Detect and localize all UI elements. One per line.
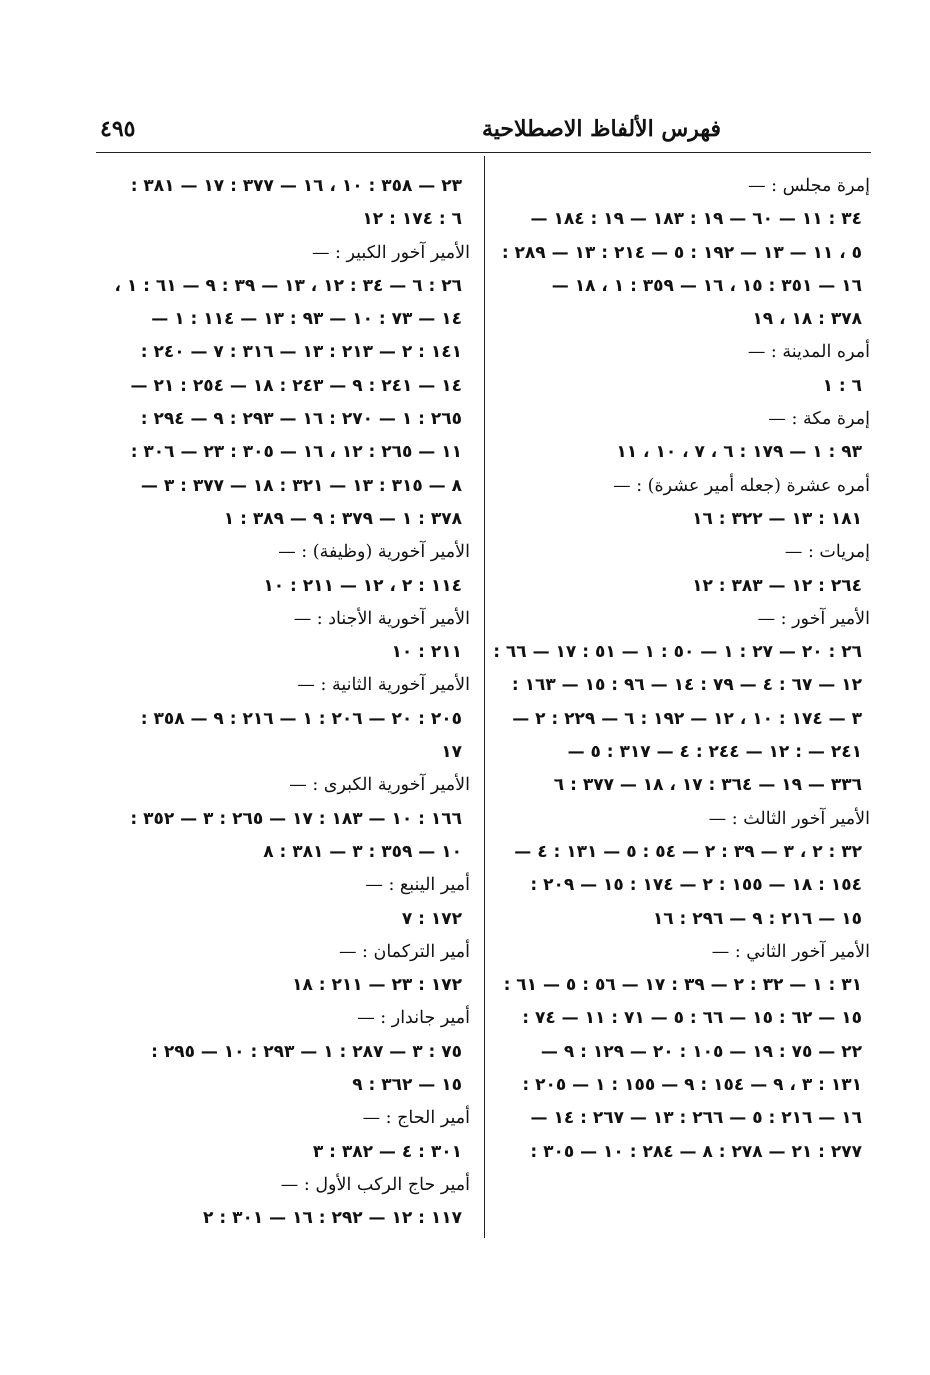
page-references: ٦ : ١٧٤ : ١٢ [362,209,462,230]
page-references: ١٥ — ٢١٦ : ٩ — ٢٩٦ : ١٦ [652,908,862,929]
page-references: ٣ — ١٧٤ : ١٠ ، ١٢ — ١٩٢ : ٦ — ٢٢٩ : ٢ — [512,708,862,729]
page-references: ٩٣ : ١ — ١٧٩ : ٦ ، ٧ ، ١٠ ، ١١ [616,442,862,463]
page-references: ٢٣ — ٣٥٨ : ١٠ ، ١٦ — ٣٧٧ : ١٧ — ٣٨١ : [130,176,462,196]
page-references: ٢٦ : ٦ — ٣٤ : ١٢ ، ١٣ — ٣٩ : ٩ — ٦١ : ١ ، [114,275,462,296]
index-term: إمرة مكة : — [768,409,870,430]
index-term: إمرة مجلس : — [748,176,870,196]
page-references: ١١٤ : ٢ ، ١٢ — ٢١١ : ١٠ [263,575,462,596]
page-references: ١٦٦ : ١٠ — ١٨٣ : ١٧ — ٢٦٥ : ٣ — ٣٥٢ : [130,808,462,829]
page-references: ١٥٤ : ١٨ — ١٥٥ : ٢ — ١٧٤ : ١٥ — ٢٠٩ : [530,875,862,896]
index-term: أمير الحاج : — [362,1108,470,1129]
index-term: الأمير آخورية الكبرى : — [289,775,470,796]
page-references: ١٥ — ٦٢ : ١٥ — ٦٦ : ٥ — ٧١ : ١١ — ٧٤ : [522,1008,862,1029]
index-term: الأمير آخور الثالث : — [708,808,870,829]
page-references: ١١ — ٢٦٥ : ١٢ ، ١٦ — ٣٠٥ : ٢٣ — ٣٠٦ : [130,442,462,463]
page-references: ١٨١ : ١٣ — ٣٢٢ : ١٦ [692,508,862,529]
index-term: أمير الينبع : — [365,875,470,896]
page-references: ١٤ — ٧٣ : ١٠ — ٩٣ : ١٣ — ١١٤ : ١ — [151,309,462,330]
page-references: ٢١١ : ١٠ [391,642,462,663]
page-references: ١٣١ : ٣ ، ٩ — ١٥٤ : ٩ — ١٥٥ : ١ — ٢٠٥ : [522,1075,862,1096]
index-term: أمير جاندار : — [357,1008,470,1029]
page-references: ٧٥ : ٣ — ٢٨٧ : ١ — ٢٩٣ : ١٠ — ٢٩٥ : [151,1041,462,1062]
page-references: ١١٧ : ١٢ — ٢٩٢ : ١٦ — ٣٠١ : ٢ [203,1208,462,1229]
page-references: ١٢ — ٦٧ : ٤ — ٧٩ : ١٤ — ٩٦ : ١٥ — ١٦٣ : [511,675,862,696]
index-term: الأمير آخور الثاني : — [711,941,870,962]
page-references: ١٤ — ٢٤١ : ٩ — ٢٤٣ : ١٨ — ٢٥٤ : ٢١ — [130,375,462,396]
page-references: ٢٧٧ : ٢١ — ٢٧٨ : ٨ — ٢٨٤ : ١٠ — ٣٠٥ : [530,1141,862,1162]
column-divider [484,156,485,1238]
page-references: ١٥ — ٣٦٢ : ٩ [352,1075,462,1096]
page-references: ١٦ — ٢١٦ : ٥ — ٢٦٦ : ١٣ — ٢٦٧ : ١٤ — [530,1108,862,1129]
page-references: ٢٤١ — : ١٢ — ٢٤٤ : ٤ — ٣١٧ : ٥ — [567,742,862,763]
page-references: ١٧ [441,742,462,763]
page-references: ١٠ — ٣٥٩ : ٣ — ٣٨١ : ٨ [263,841,462,862]
index-term: أمره عشرة (جعله أمير عشرة) : — [613,475,870,496]
page-references: ١٦ — ٣٥١ : ١٥ ، ١٦ — ٣٥٩ : ١ ، ١٨ — [551,275,862,296]
page-references: ٢٢ — ٧٥ : ١٩ — ١٠٥ : ٢٠ — ١٢٩ : ٩ — [540,1041,862,1062]
index-term: الأمير آخور : — [757,608,870,629]
page-references: ٣٢ : ٢ ، ٣ — ٣٩ : ٢ — ٥٤ : ٥ — ١٣١ : ٤ — [514,841,862,862]
index-term: إمريات : — [784,542,870,563]
page-references: ٨ — ٣١٥ : ١٣ — ٣٢١ : ١٨ — ٣٧٧ : ٣ — [140,475,462,496]
page-references: ١٤١ : ٢ — ٢١٣ : ١٣ — ٣١٦ : ٧ — ٢٤٠ : [140,342,462,363]
page-references: ٣٧٨ : ١ — ٣٧٩ : ٩ — ٣٨٩ : ١ [223,508,462,529]
page-references: ٢٦٤ : ١٢ — ٣٨٣ : ١٢ [692,575,862,596]
page-references: ٣٣٦ — ١٩ — ٣٦٤ : ١٧ ، ١٨ — ٣٧٧ : ٦ [553,775,862,796]
page-references: ٦ : ١ [822,375,862,396]
index-term: الأمير آخورية الثانية : — [297,675,470,696]
page-title: فهرس الألفاظ الاصطلاحية [481,116,721,142]
page-references: ١٧٢ : ٧ [401,908,462,929]
index-term: الأمير آخورية (وظيفة) : — [278,542,470,563]
page-header [96,112,871,153]
page-references: ٣١ : ١ — ٣٢ : ٢ — ٣٩ : ١٧ — ٥٦ : ٥ — ٦١ : [503,975,862,996]
page-references: ٢٠٥ : ٢٠ — ٢٠٦ : ١ — ٢١٦ : ٩ — ٣٥٨ : [140,708,462,729]
page-references: ٥ ، ١١ — ١٣ — ١٩٢ : ٥ — ٢١٤ : ١٣ — ٢٨٩ : [501,242,862,263]
index-term: أمير حاج الركب الأول : — [280,1174,470,1195]
page-number: ٤٩٥ [100,116,136,142]
index-term: الأمير آخور الكبير : — [311,242,470,263]
page-references: ١٧٢ : ٢٣ — ٢١١ : ١٨ [292,975,462,996]
page-references: ٢٦٥ : ١ — ٢٧٠ : ١٦ — ٢٩٣ : ٩ — ٢٩٤ : [140,409,462,430]
index-term: الأمير آخورية الأجناد : — [293,608,470,629]
page-references: ٣٧٨ : ١٨ ، ١٩ [752,309,862,330]
index-term: أمير التركمان : — [338,941,470,962]
page-references: ٣٠١ : ٤ — ٣٨٢ : ٣ [312,1141,462,1162]
index-term: أمره المدينة : — [747,342,870,363]
page-references: ٢٦ : ٢٠ — ٢٧ : ١ — ٥٠ : ١ — ٥١ : ١٧ — ٦٦ : [493,642,862,663]
index-column-right [493,170,870,1169]
page-references: ٣٤ : ١١ — ٦٠ — ١٩ : ١٨٣ — ١٩ : ١٨٤ — [530,209,862,230]
index-column-left [100,170,470,1236]
